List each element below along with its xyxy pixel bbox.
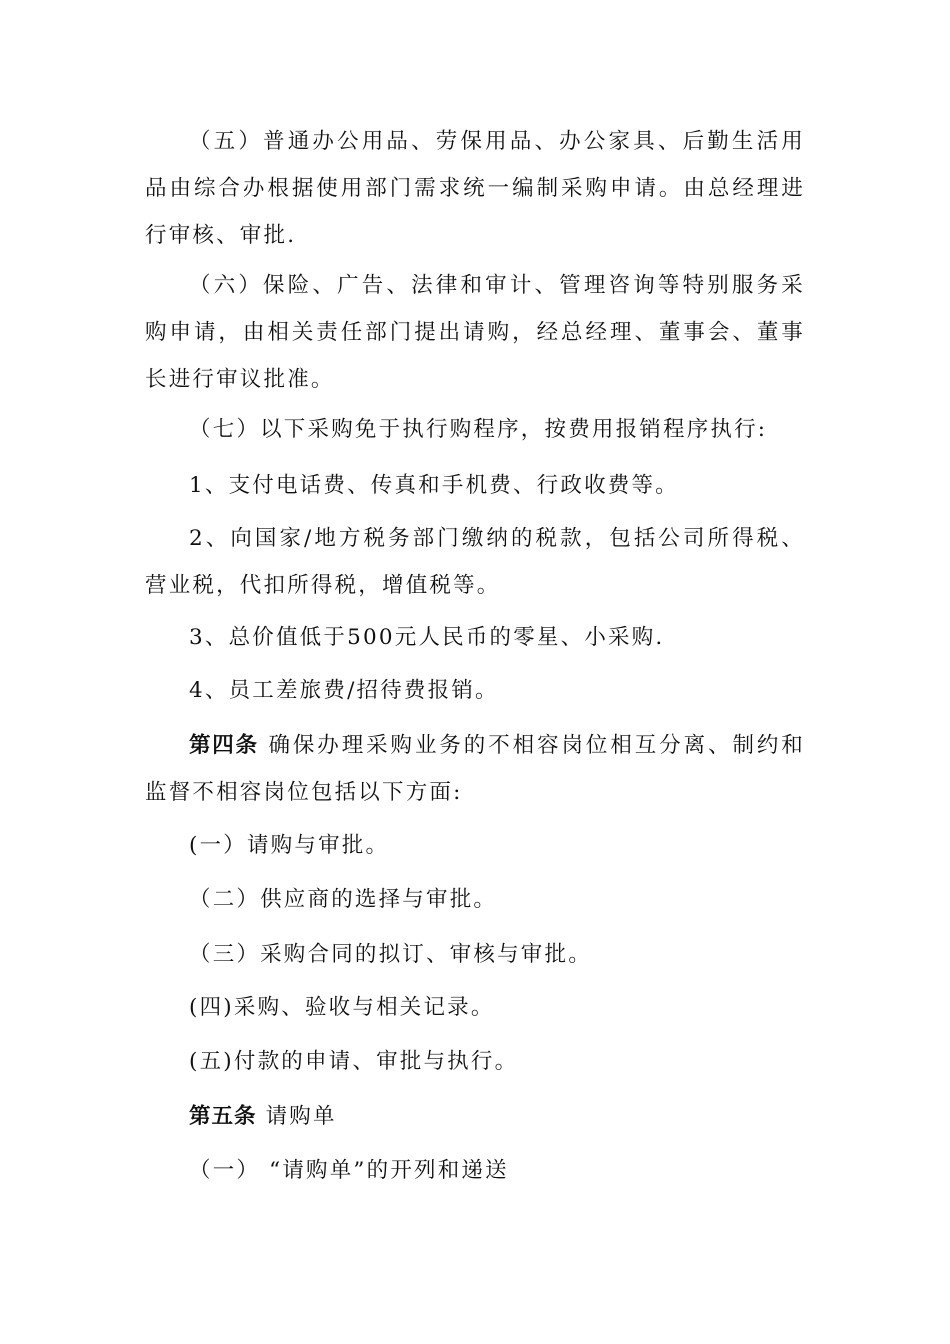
sub-item-requisition [145,1147,805,1194]
article-text: 请购单 [265,1104,337,1129]
sub-item-text: （二）供应商的选择与审批。 [189,887,498,912]
list-item-4 [145,667,805,714]
list-item-1 [145,462,805,509]
sub-item-5 [145,1038,805,1085]
paragraph-7-exemptions [145,406,805,453]
article-heading: 第五条 [189,1104,257,1129]
paragraph-text: （七）以下采购免于执行购程序，按费用报销程序执行: [189,417,768,442]
sub-item-text: (四)采购、验收与相关记录。 [189,995,495,1020]
article-5 [145,1093,805,1140]
sub-item-3 [145,931,805,978]
sub-item-4 [145,984,805,1031]
sub-item-2 [145,876,805,923]
sub-item-text: （一） “请购单”的开列和递送 [189,1158,509,1183]
list-item-text: 2、向国家/地方税务部门缴纳的税款，包括公司所得税、营业税，代扣所得税，增值税等。 [145,526,805,598]
article-text: 确保办理采购业务的不相容岗位相互分离、制约和监督不相容岗位包括以下方面: [145,733,805,805]
paragraph-6-special-services [145,262,805,403]
paragraph-5-office-supplies [145,118,805,259]
sub-item-text: (一）请购与审批。 [189,833,390,858]
list-item-3 [145,614,805,661]
sub-item-text: (五)付款的申请、审批与执行。 [189,1049,519,1074]
paragraph-text: （六）保险、广告、法律和审计、管理咨询等特别服务采购申请，由相关责任部门提出请购，经总经理、董事会、董事长进行审议批准。 [145,273,805,392]
sub-item-1 [145,822,805,869]
list-item-text: 1、支付电话费、传真和手机费、行政收费等。 [189,473,679,498]
article-heading: 第四条 [189,733,259,758]
list-item-text: 3、总价值低于500元人民币的零星、小采购. [189,625,665,650]
list-item-text: 4、员工差旅费/招待费报销。 [189,678,499,703]
sub-item-text: （三）采购合同的拟订、审核与审批。 [189,942,592,967]
article-4 [145,722,805,816]
paragraph-text: （五）普通办公用品、劳保用品、办公家具、后勤生活用品由综合办根据使用部门需求统一编制采购申请。由总经理进行审核、审批. [145,129,805,248]
list-item-2 [145,515,805,609]
